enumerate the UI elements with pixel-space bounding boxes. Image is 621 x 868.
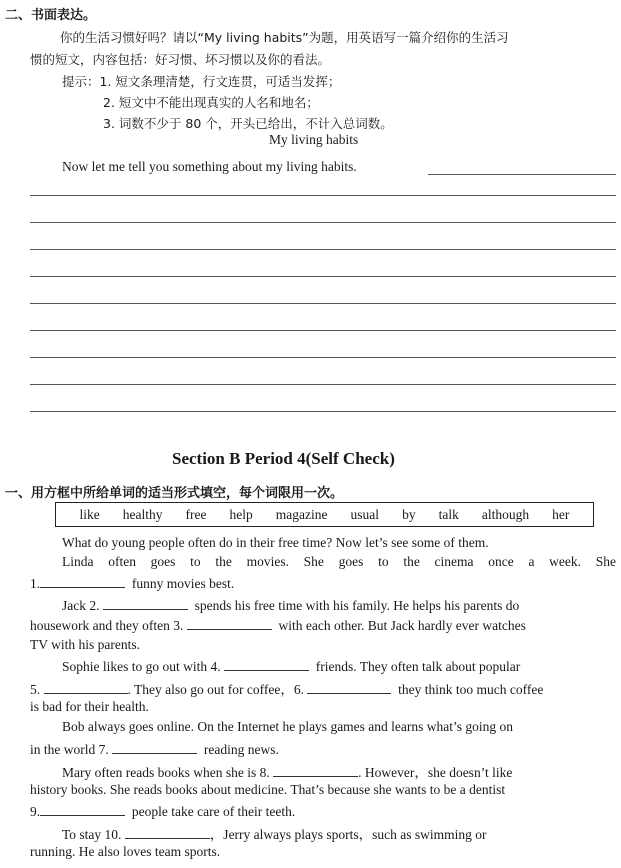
part2-instruction-line1: 你的生活习惯好吗？请以“My living habits”为题，用英语写一篇介绍你的生活习 (60, 30, 509, 45)
word-box (55, 502, 594, 527)
answer-blank-3[interactable] (187, 616, 272, 630)
answer-blank-2[interactable] (103, 596, 188, 610)
word-box-item: free (185, 506, 207, 522)
passage-line: To stay 10. ，Jerry always plays sports，such as swimming or (62, 827, 487, 842)
word-box-item: her (552, 506, 570, 522)
passage-line: in the world 7. reading news. (30, 742, 279, 757)
essay-writing-line[interactable] (30, 303, 616, 304)
word-box-item: help (229, 506, 253, 522)
word-box-item: magazine (275, 506, 328, 522)
word-box-item: by (402, 506, 416, 522)
essay-title: My living habits (269, 132, 359, 147)
passage-line: Bob always goes online. On the Internet he plays games and learns what’s going on (62, 719, 514, 734)
word-box-item: talk (438, 506, 459, 522)
section-title: Section B Period 4(Self Check) (172, 449, 395, 468)
essay-writing-line[interactable] (30, 276, 616, 277)
passage-line: Linda often goes to the movies. She goes to the cinema once a week. She (62, 554, 616, 569)
passage-line: housework and they often 3. with each other. But Jack hardly ever watches (30, 618, 526, 633)
passage-line: is bad for their health. (30, 699, 149, 714)
essay-writing-line[interactable] (30, 357, 616, 358)
word-box-item: although (481, 506, 530, 522)
word-box-item: usual (350, 506, 380, 522)
answer-blank-4[interactable] (224, 657, 309, 671)
essay-writing-line[interactable] (30, 384, 616, 385)
passage-line: Sophie likes to go out with 4. friends. They often talk about popular (62, 659, 521, 674)
part2-tip2: 2. 短文中不能出现真实的人名和地名； (103, 95, 319, 110)
part2-tip1: 提示：1. 短文条理清楚，行文连贯，可适当发挥； (62, 74, 341, 89)
essay-writing-line[interactable] (30, 195, 616, 196)
answer-blank-1[interactable] (40, 574, 125, 588)
essay-writing-line[interactable] (30, 249, 616, 250)
passage-line: Jack 2. spends his free time with his family. He helps his parents do (62, 598, 520, 613)
answer-blank-10[interactable] (125, 825, 210, 839)
passage-line: Mary often reads books when she is 8. . However，she doesn’t like (62, 765, 513, 780)
essay-first-line-blank[interactable] (428, 174, 616, 175)
essay-writing-line[interactable] (30, 411, 616, 412)
answer-blank-7[interactable] (112, 740, 197, 754)
part2-instruction-line2: 惯的短文，内容包括：好习惯、坏习惯以及你的看法。 (30, 52, 331, 67)
essay-writing-line[interactable] (30, 222, 616, 223)
answer-blank-8[interactable] (273, 763, 358, 777)
answer-blank-5[interactable] (44, 680, 128, 694)
part2-tip3: 3. 词数不少于 80 个，开头已给出，不计入总词数。 (103, 116, 393, 131)
passage-line: 5. . They also go out for coffee，6. they think too much coffee (30, 682, 544, 697)
passage-line: running. He also loves team sports. (30, 844, 221, 859)
passage-line: TV with his parents. (30, 637, 140, 652)
part2-heading: 二、书面表达。 (5, 8, 97, 23)
passage-line: 1. funny movies best. (30, 576, 235, 591)
passage-line: 9. people take care of their teeth. (30, 804, 296, 819)
passage-line: What do young people often do in their free time? Now let’s see some of them. (62, 535, 489, 550)
answer-blank-6[interactable] (307, 680, 391, 694)
answer-blank-9[interactable] (40, 802, 125, 816)
word-box-item: like (79, 506, 100, 522)
part1-heading: 一、用方框中所给单词的适当形式填空，每个词限用一次。 (5, 486, 344, 501)
essay-writing-line[interactable] (30, 330, 616, 331)
word-box-item: healthy (122, 506, 163, 522)
essay-opening-sentence: Now let me tell you something about my living habits. (62, 159, 357, 174)
passage-line: history books. She reads books about medicine. That’s because she wants to be a dentist (30, 782, 506, 797)
